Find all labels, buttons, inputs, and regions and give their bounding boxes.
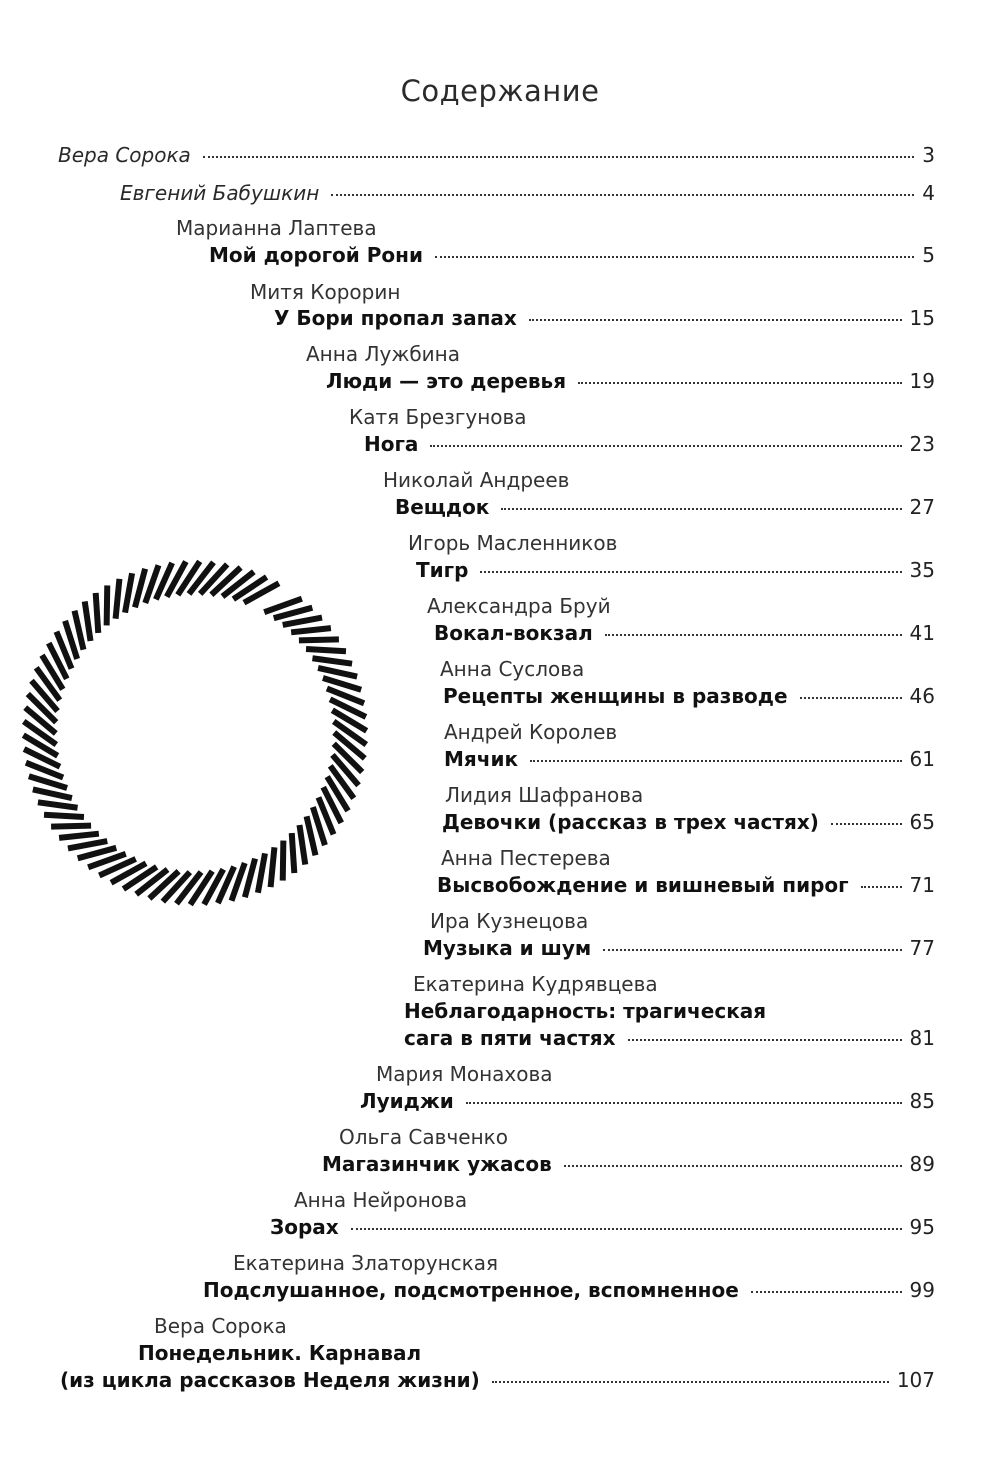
toc-entry-row[interactable] [443, 684, 935, 708]
toc-author: Анна Пестерева [441, 846, 611, 870]
dot-leader [466, 1102, 902, 1104]
dot-leader [530, 760, 901, 762]
hatched-ring-icon [20, 558, 370, 908]
dot-leader [203, 156, 914, 158]
toc-title: У Бори пропал запах [274, 306, 517, 330]
dot-leader [331, 194, 914, 196]
toc-entry-row[interactable] [270, 1215, 935, 1239]
toc-author: Мария Монахова [376, 1062, 553, 1086]
dot-leader [751, 1291, 902, 1293]
toc-author: Катя Брезгунова [349, 405, 527, 429]
toc-author: Ольга Савченко [339, 1125, 508, 1149]
dot-leader [800, 697, 902, 699]
toc-entry-row[interactable] [404, 1026, 935, 1050]
toc-entry-row[interactable] [434, 621, 935, 645]
page-number: 89 [909, 1152, 935, 1176]
toc-author: Анна Нейронова [294, 1188, 468, 1212]
toc-title: (из цикла рассказов Неделя жизни) [60, 1368, 480, 1392]
page-number: 5 [922, 243, 935, 267]
dot-leader [605, 634, 902, 636]
ring-stroke [125, 573, 132, 612]
ring-stroke [51, 826, 91, 827]
ring-strokes [23, 561, 366, 904]
toc-author: Екатерина Златорунская [233, 1251, 499, 1275]
toc-title: Луиджи [360, 1089, 454, 1113]
toc-author: Андрей Королев [444, 720, 618, 744]
toc-entry-row[interactable] [437, 873, 935, 897]
toc-title-line: Понедельник. Карнавал [138, 1341, 422, 1365]
page-number: 19 [909, 369, 935, 393]
toc-entry-row[interactable] [203, 1278, 935, 1302]
toc-title: Люди — это деревья [326, 369, 567, 393]
ring-stroke [107, 585, 108, 625]
page-number: 3 [922, 143, 935, 167]
ring-stroke [68, 841, 107, 848]
toc-author: Анна Лужбина [306, 342, 461, 366]
toc-author: Ира Кузнецова [430, 909, 589, 933]
ring-stroke [85, 601, 91, 641]
toc-entry-row[interactable] [360, 1089, 935, 1113]
page-number: 71 [909, 873, 935, 897]
toc-entry-row[interactable] [416, 558, 935, 582]
ring-stroke [75, 611, 84, 650]
toc-author: Вера Сорока [154, 1314, 287, 1338]
toc-title: Высвобождение и вишневый пирог [437, 873, 849, 897]
toc-entry-row[interactable] [444, 747, 935, 771]
page-number: 46 [909, 684, 935, 708]
page-number: 81 [909, 1026, 935, 1050]
dot-leader [564, 1165, 902, 1167]
ring-stroke [283, 618, 322, 625]
toc-entry-row[interactable] [209, 243, 935, 267]
toc-author: Марианна Лаптева [176, 216, 377, 240]
dot-leader [831, 823, 902, 825]
page-number: 41 [909, 621, 935, 645]
dot-leader [861, 886, 902, 888]
page-number: 23 [909, 432, 935, 456]
toc-entry-row[interactable] [442, 810, 935, 834]
toc-entry-row[interactable] [274, 306, 935, 330]
dot-leader [435, 256, 914, 258]
toc-title: Музыка и шум [423, 936, 592, 960]
dot-leader [603, 949, 901, 951]
toc-title: Зорах [270, 1215, 339, 1239]
toc-title: сага в пяти частях [404, 1026, 616, 1050]
toc-title: Мой дорогой Рони [209, 243, 423, 267]
page-number: 95 [909, 1215, 935, 1239]
toc-author: Александра Бруй [427, 594, 611, 618]
page-number: 27 [909, 495, 935, 519]
ring-stroke [292, 833, 295, 873]
toc-title: Вокал-вокзал [434, 621, 593, 645]
ring-stroke [312, 658, 352, 663]
toc-author: Митя Корорин [250, 280, 401, 304]
toc-entry-row[interactable] [395, 495, 935, 519]
toc-title: Мячик [444, 747, 519, 771]
ring-stroke [299, 825, 305, 865]
toc-author: Екатерина Кудрявцева [413, 972, 658, 996]
toc-entry-row[interactable] [322, 1152, 935, 1176]
page-number: 35 [909, 558, 935, 582]
toc-intro-row[interactable] [58, 143, 935, 167]
toc-entry-row[interactable] [60, 1368, 935, 1392]
toc-entry-row[interactable] [364, 432, 935, 456]
ring-stroke [306, 649, 346, 651]
dot-leader [480, 571, 901, 573]
toc-entry-row[interactable] [326, 369, 935, 393]
page-number: 65 [909, 810, 935, 834]
dot-leader [578, 382, 902, 384]
toc-title: Магазинчик ужасов [322, 1152, 552, 1176]
toc-entry-row[interactable] [423, 936, 935, 960]
ring-stroke [44, 815, 84, 817]
dot-leader [628, 1039, 902, 1041]
page-number: 85 [909, 1089, 935, 1113]
toc-title: Рецепты женщины в разводе [443, 684, 788, 708]
toc-author: Лидия Шафранова [445, 783, 644, 807]
ring-stroke [283, 841, 284, 881]
ring-stroke [258, 853, 265, 892]
dot-leader [351, 1228, 902, 1230]
toc-title: Нога [364, 432, 419, 456]
dot-leader [501, 508, 901, 510]
toc-title: Вещдок [395, 495, 490, 519]
toc-intro-row[interactable] [120, 181, 935, 205]
intro-name: Вера Сорока [58, 143, 191, 167]
toc-title: Девочки (рассказ в трех частях) [442, 810, 819, 834]
ring-stroke [291, 628, 331, 632]
ring-stroke [38, 802, 78, 807]
ring-stroke [116, 579, 120, 619]
toc-title-line: Неблагодарность: трагическая [404, 999, 767, 1023]
toc-title: Тигр [416, 558, 469, 582]
ring-stroke [271, 847, 275, 887]
page-number: 4 [922, 181, 935, 205]
page-number: 61 [909, 747, 935, 771]
toc-title: Подслушанное, подсмотренное, вспомненное [203, 1278, 739, 1302]
toc-author: Игорь Масленников [408, 531, 618, 555]
dot-leader [529, 319, 902, 321]
page-number: 77 [909, 936, 935, 960]
page-number: 15 [909, 306, 935, 330]
dot-leader [430, 445, 901, 447]
ring-stroke [59, 834, 99, 838]
intro-name: Евгений Бабушкин [120, 181, 320, 205]
page-title: Содержание [400, 74, 600, 108]
toc-author: Николай Андреев [383, 468, 570, 492]
ring-stroke [307, 816, 316, 855]
ring-stroke [96, 593, 99, 633]
ring-stroke [299, 639, 339, 640]
page-number: 99 [909, 1278, 935, 1302]
page-number: 107 [896, 1368, 935, 1392]
dot-leader [492, 1381, 889, 1383]
toc-author: Анна Суслова [440, 657, 585, 681]
